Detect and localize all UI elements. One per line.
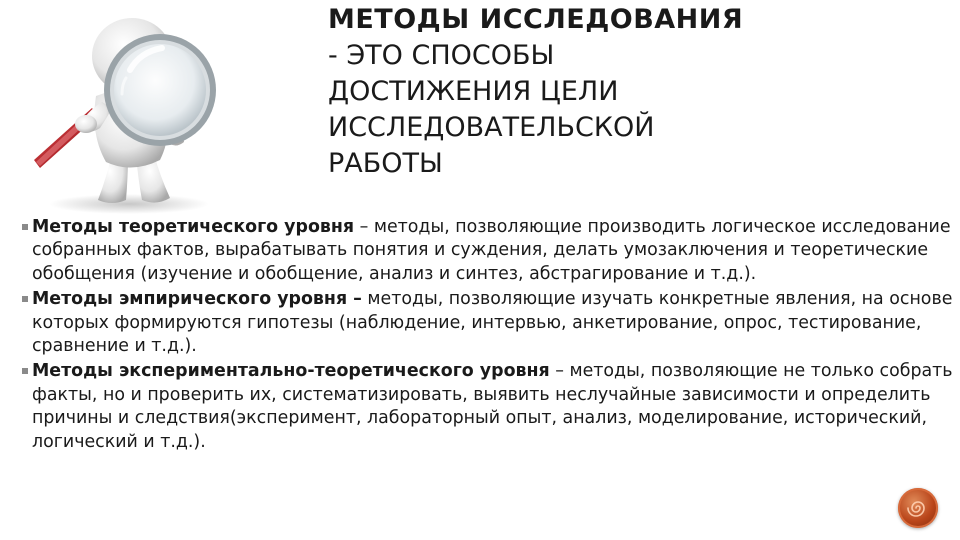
method-term: Методы эмпирического уровня – <box>32 289 362 310</box>
title-sub-line: - ЭТО СПОСОБЫ <box>328 40 555 71</box>
title-sub-line: РАБОТЫ <box>328 148 443 179</box>
bullet-icon <box>22 296 28 302</box>
nav-button[interactable] <box>898 488 938 528</box>
method-description: – методы, позволяющие не только собрать факты, но и проверить их, систематизировать, выявить неслучайные зависимости и определить причины и следствия(эксперимент, лабораторный опыт, анализ, моделирование, исторический, логический и т.д.). <box>32 361 953 452</box>
title-sub-line: ИССЛЕДОВАТЕЛЬСКОЙ <box>328 112 655 143</box>
method-term: Методы экспериментально-теоретического уровня <box>32 361 550 382</box>
bullet-icon <box>22 368 28 374</box>
swirl-nav-icon <box>906 496 930 520</box>
list-item <box>28 288 956 358</box>
list-item <box>28 360 956 454</box>
methods-list <box>28 216 956 456</box>
list-item <box>28 216 956 286</box>
bullet-icon <box>22 224 28 230</box>
slide-title <box>328 2 928 182</box>
method-term: Методы теоретического уровня <box>32 217 355 237</box>
title-main: МЕТОДЫ ИССЛЕДОВАНИЯ <box>328 4 744 35</box>
person-with-magnifier-icon <box>14 4 244 214</box>
method-description: – методы, позволяющие производить логическое исследование собранных фактов, вырабатывать понятия и суждения, делать умозаключения и теоретические обобщения (изучение и обобщение, анализ и синтез, абстрагирование и т.д.). <box>32 217 951 284</box>
title-sub-line: ДОСТИЖЕНИЯ ЦЕЛИ <box>328 76 619 107</box>
method-description: методы, позволяющие изучать конкретные явления, на основе которых формируются гипотезы (наблюдение, интервью, анкетирование, опрос, тестирование, сравнение и т.д.). <box>32 289 953 357</box>
